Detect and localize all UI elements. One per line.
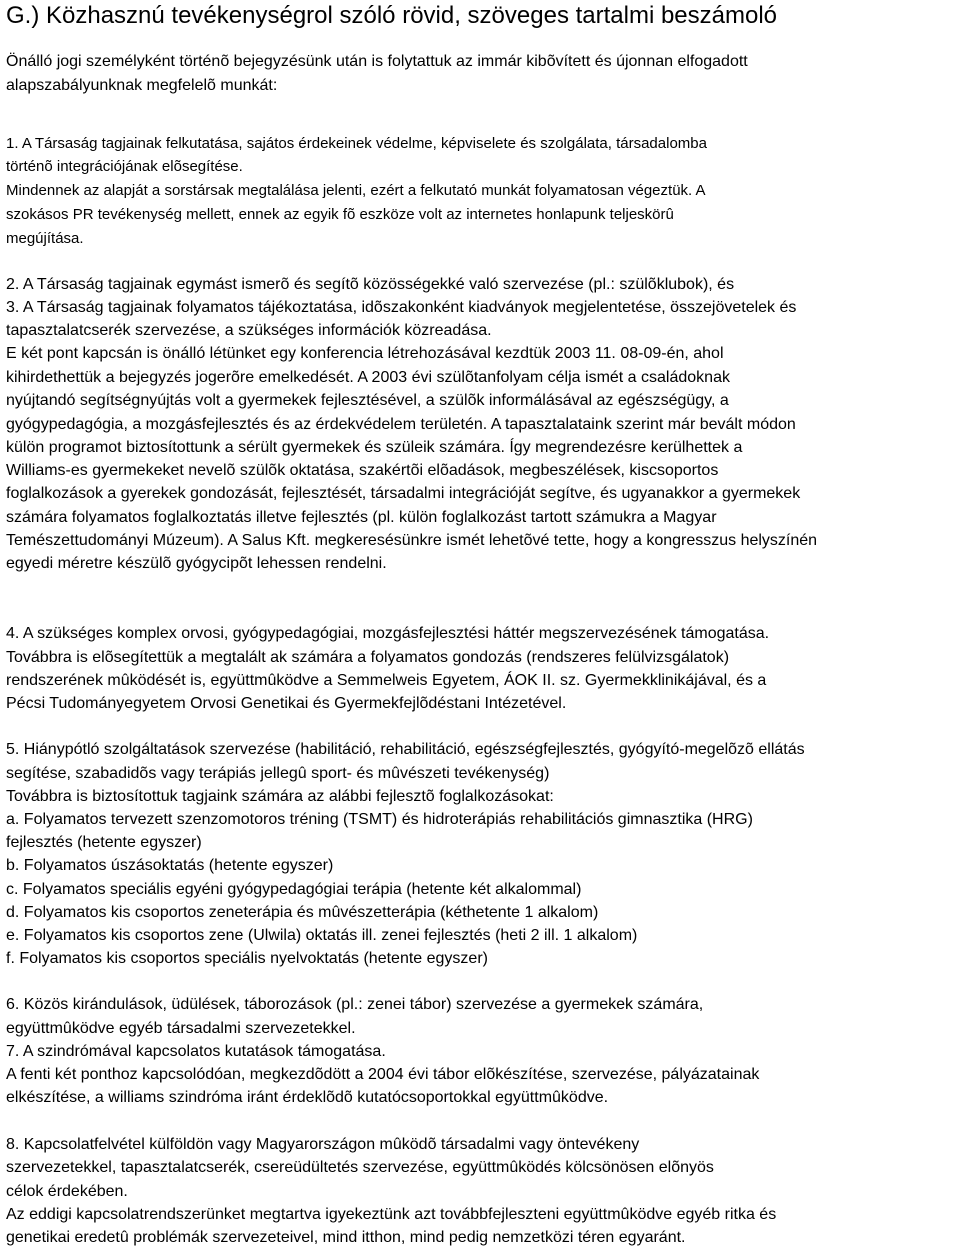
paragraph-line: 1. A Társaság tagjainak felkutatása, sajátos érdekeinek védelme, képviselete és szolgálata, társadalomba — [6, 135, 707, 152]
paragraph-line: 7. A szindrómával kapcsolatos kutatások támogatása. — [6, 1043, 386, 1060]
paragraph-line: E két pont kapcsán is önálló létünket egy konferencia létrehozásával kezdtük 2003 11. 08-09-én, ahol — [6, 345, 724, 362]
paragraph-line: nyújtandó segítségnyújtás volt a gyermekek fejlesztésével, a szülõk informálásával az egészségügy, a — [6, 392, 729, 409]
paragraph-line: Williams-es gyermekeket nevelõ szülõk oktatása, szakértõi elõadások, megbeszélések, kiscsoportos — [6, 462, 719, 479]
paragraph-line: 8. Kapcsolatfelvétel külföldön vagy Magyarországon mûködõ társadalmi vagy öntevékeny — [6, 1136, 640, 1153]
paragraph-line: célok érdekében. — [6, 1183, 128, 1200]
paragraph-line: kihirdethettük a bejegyzés jogerõre emelkedését. A 2003 évi szülõtanfolyam célja ismét a családoknak — [6, 369, 730, 386]
paragraph-line: gyógypedagógia, a mozgásfejlesztés és az érdekvédelem területén. A tapasztalataink szerint már bevált módon — [6, 416, 796, 433]
paragraph-line: 2. A Társaság tagjainak egymást ismerõ és segítõ közösségekké való szervezése (pl.: szülõklubok), és — [6, 276, 735, 293]
list-item: f. Folyamatos kis csoportos speciális nyelvoktatás (hetente egyszer) — [6, 950, 488, 967]
paragraph-line: foglalkozások a gyerekek gondozását, fejlesztését, társadalmi integrációját segítve, és ugyanakkor a gyermekek — [6, 485, 801, 502]
paragraph-line: 6. Közös kirándulások, üdülések, táborozások (pl.: zenei tábor) szervezése a gyermekek számára, — [6, 996, 704, 1013]
paragraph-line: tapasztalatcserék szervezése, a szükséges információk közreadása. — [6, 322, 492, 339]
paragraph-line: rendszerének mûködését is, együttmûködve a Semmelweis Egyetem, ÁOK II. sz. Gyermekklinikájával, és a — [6, 672, 767, 689]
paragraph-line: egyedi méretre készülõ gyógycipõt lehessen rendelni. — [6, 555, 387, 572]
paragraph-line: elkészítése, a williams szindróma iránt érdeklõdõ kutatócsoportokkal együttmûködve. — [6, 1089, 609, 1106]
paragraph-line: Mindennek az alapját a sorstársak megtalálása jelenti, ezért a felkutató munkát folyamatosan végeztük. A — [6, 182, 706, 199]
paragraph-line: Az eddigi kapcsolatrendszerünket megtartva igyekeztünk azt továbbfejleszteni együttmûködve egyéb ritka és — [6, 1206, 777, 1223]
list-item: b. Folyamatos úszásoktatás (hetente egyszer) — [6, 857, 334, 874]
paragraph-line: Temészettudományi Múzeum). A Salus Kft. megkeresésünkre ismét lehetõvé tette, hogy a kongresszus helyszínén — [6, 532, 818, 549]
paragraph-line: külön programot biztosítottunk a sérült gyermekek és szüleik számára. Így megrendezésre kerülhettek a — [6, 439, 743, 456]
paragraph-line: Pécsi Tudományegyetem Orvosi Genetikai és Gyermekfejlõdéstani Intézetével. — [6, 695, 567, 712]
paragraph-line: 4. A szükséges komplex orvosi, gyógypedagógiai, mozgásfejlesztési háttér megszervezésének támogatása. — [6, 625, 770, 642]
paragraph-line: Továbbra is elõsegítettük a megtalált ak számára a folyamatos gondozás (rendszeres felülvizsgálatok) — [6, 649, 730, 666]
paragraph-line: megújítása. — [6, 230, 84, 247]
paragraph-line: genetikai eredetû problémák szervezeteivel, mind itthon, mind pedig nemzetközi téren egyaránt. — [6, 1229, 686, 1246]
paragraph-line: számára folyamatos foglalkoztatás illetve fejlesztés (pl. külön foglalkozást tartott számukra a Magyar — [6, 509, 717, 526]
paragraph-line: 3. A Társaság tagjainak folyamatos tájékoztatása, idõszakonként kiadványok megjelentetése, összejövetelek és — [6, 299, 797, 316]
list-item: e. Folyamatos kis csoportos zene (Ulwila) oktatás ill. zenei fejlesztés (heti 2 ill. 1 alkalom) — [6, 927, 638, 944]
list-item: fejlesztés (hetente egyszer) — [6, 834, 202, 851]
paragraph-line: együttmûködve egyéb társadalmi szervezetekkel. — [6, 1020, 356, 1037]
list-item: a. Folyamatos tervezett szenzomotoros tréning (TSMT) és hidroterápiás rehabilitációs gimnasztika (HRG) — [6, 811, 753, 828]
paragraph-line: történõ integrációjának elõsegítése. — [6, 158, 243, 175]
paragraph-line: alapszabályunknak megfelelõ munkát: — [6, 77, 278, 94]
paragraph-line: szervezetekkel, tapasztalatcserék, csereüdültetés szervezése, együttmûködés kölcsönösen elõnyös — [6, 1159, 714, 1176]
paragraph-line: A fenti két ponthoz kapcsolódóan, megkezdõdött a 2004 évi tábor elõkészítése, szervezése, pályázatainak — [6, 1066, 760, 1083]
paragraph-line: Továbbra is biztosítottuk tagjaink számára az alábbi fejlesztõ foglalkozásokat: — [6, 788, 554, 805]
paragraph-line: szokásos PR tevékenység mellett, ennek az egyik fõ eszköze volt az internetes honlapunk teljeskörû — [6, 206, 674, 223]
paragraph-line: Önálló jogi személyként történõ bejegyzésünk után is folytattuk az immár kibõvített és újonnan elfogadott — [6, 53, 748, 70]
list-item: d. Folyamatos kis csoportos zeneterápia és mûvészetterápia (kéthetente 1 alkalom) — [6, 904, 599, 921]
paragraph-line: segítése, szabadidõs vagy terápiás jellegû sport- és mûvészeti tevékenység) — [6, 765, 550, 782]
list-item: c. Folyamatos speciális egyéni gyógypedagógiai terápia (hetente két alkalommal) — [6, 881, 582, 898]
document-title: G.) Közhasznú tevékenységrol szóló rövid, szöveges tartalmi beszámoló — [6, 2, 778, 29]
paragraph-line: 5. Hiánypótló szolgáltatások szervezése (habilitáció, rehabilitáció, egészségfejlesztés, gyógyító-megelõzõ ellátás — [6, 741, 805, 758]
